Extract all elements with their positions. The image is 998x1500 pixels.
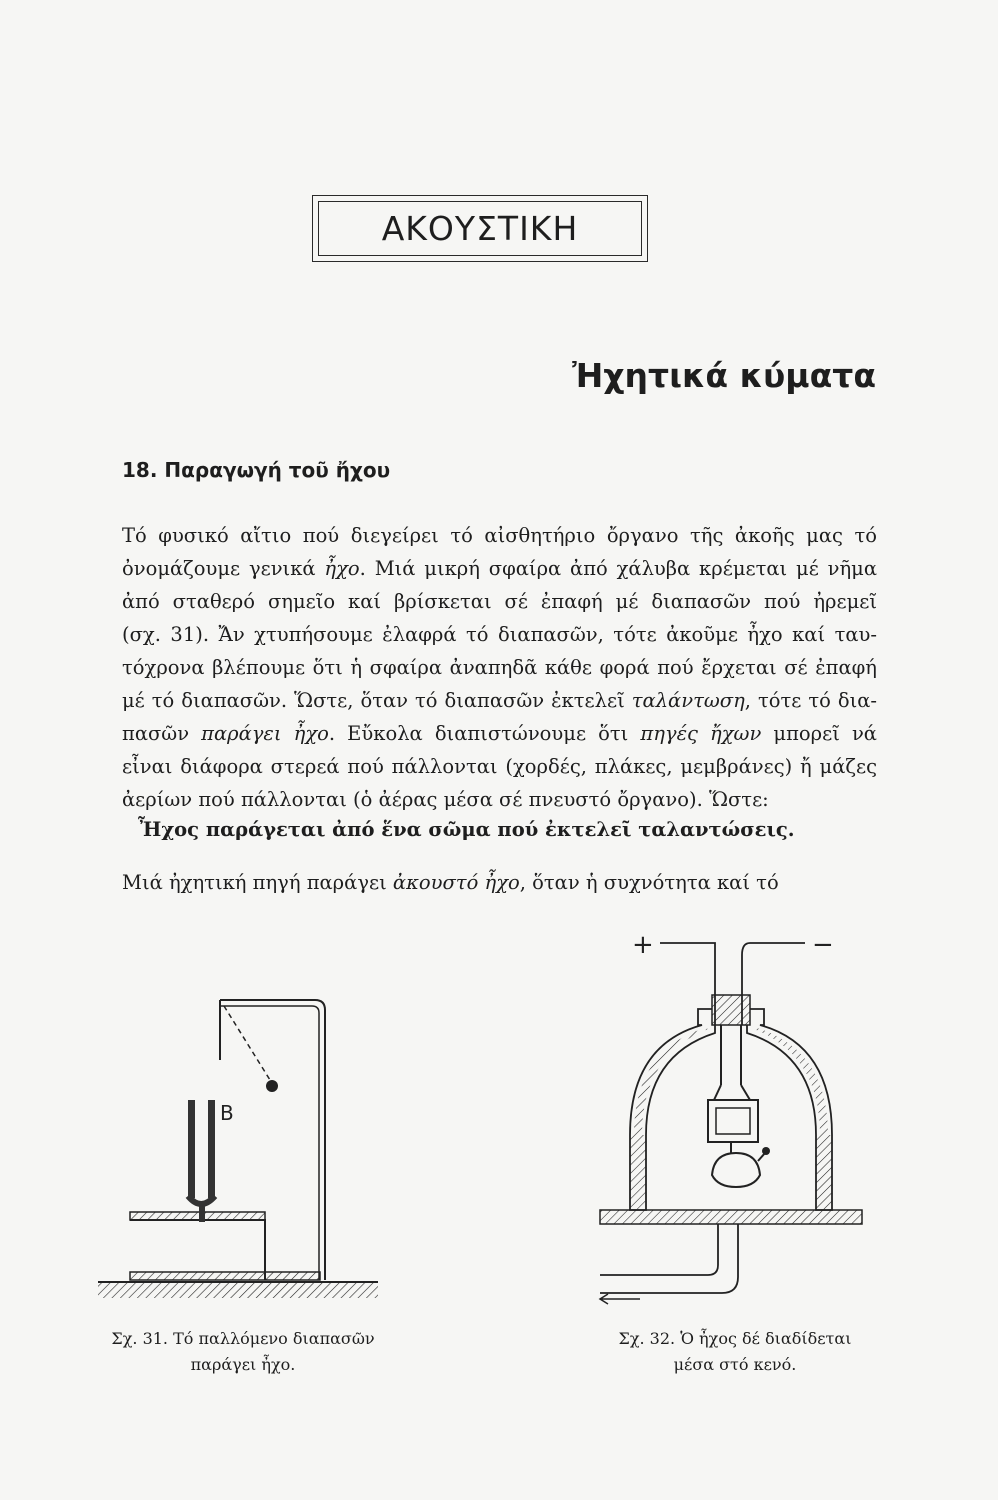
caption-line: μέσα στό κενό. <box>673 1355 797 1374</box>
pendulum-thread <box>224 1006 270 1080</box>
chapter-banner <box>312 195 648 262</box>
paragraph-line: πασῶν παράγει ἦχο. Εὔκολα διαπιστώνουμε ὅτι πηγές ἤχων μπορεῖ νά <box>122 722 877 745</box>
paragraph-line: ὀνομάζουμε γενικά ἦχο. Μιά μικρή σφαίρα ἀπό χάλυβα κρέμεται μέ νῆμα <box>122 557 878 580</box>
tuning-fork <box>188 1100 215 1222</box>
paragraph-1 <box>122 519 877 816</box>
section-title: Παραγωγή τοῦ ἤχου <box>164 458 391 482</box>
paragraph-line: (σχ. 31). Ἄν χτυπήσουμε ἐλαφρά τό διαπασῶν, τότε ἀκοῦμε ἦχο καί ταυ- <box>122 623 877 646</box>
electric-bell <box>708 1025 770 1187</box>
section-number: 18. <box>122 458 158 482</box>
figure-31-diagram <box>90 980 390 1310</box>
wire-left <box>660 943 715 1025</box>
figure-31-label: Β <box>220 1101 234 1125</box>
chapter-title: Ἠχητικά κύματα <box>572 356 876 395</box>
plus-sign: + <box>632 930 654 960</box>
paragraph-line: μέ τό διαπασῶν. Ὥστε, ὅταν τό διαπασῶν ἐκτελεῖ ταλάντωση, τότε τό δια- <box>122 689 878 712</box>
law-statement: Ἦχος παράγεται ἀπό ἕνα σῶμα πού ἐκτελεῖ ταλαντώσεις. <box>138 818 795 841</box>
base-plate <box>600 1210 862 1224</box>
paragraph-line: ἀπό σταθερό σημεῖο καί βρίσκεται σέ ἐπαφή μέ διαπασῶν πού ἠρεμεῖ <box>122 590 877 613</box>
steel-ball <box>266 1080 278 1092</box>
stopper <box>712 995 750 1025</box>
wire-right <box>742 943 805 1025</box>
figure-32-diagram <box>590 925 870 1325</box>
paragraph-line: τόχρονα βλέπουμε ὅτι ἡ σφαίρα ἀναπηδᾶ κάθε φορά πού ἔρχεται σέ ἐπαφή <box>122 656 877 679</box>
figure-31-caption <box>88 1326 398 1378</box>
caption-line: Σχ. 32. Ὁ ἦχος δέ διαδίδεται <box>618 1329 852 1348</box>
paragraph-line: εἶναι διάφορα στερεά πού πάλλονται (χορδές, πλάκες, μεμβράνες) ἤ μάζες <box>122 755 877 778</box>
caption-line: παράγει ἦχο. <box>190 1355 296 1374</box>
exhaust-pipe <box>600 1224 738 1293</box>
flow-arrow <box>600 1294 640 1304</box>
ground-hatching <box>98 1282 378 1298</box>
paragraph-2: Μιά ἠχητική πηγή παράγει ἀκουστό ἦχο, ὅταν ἡ συχνότητα καί τό <box>122 871 779 894</box>
banner-title: ΑΚΟΥΣΤΙΚΗ <box>318 201 642 256</box>
stand-post <box>220 1000 325 1280</box>
figure-32-caption <box>580 1326 890 1378</box>
caption-line: Σχ. 31. Τό παλλόμενο διαπασῶν <box>111 1329 375 1348</box>
bell-jar <box>630 1009 832 1210</box>
section-heading <box>122 458 390 482</box>
base-plate <box>130 1272 320 1280</box>
paragraph-line: Τό φυσικό αἴτιο πού διεγείρει τό αἰσθητήριο ὄργανο τῆς ἀκοῆς μας τό <box>122 524 877 547</box>
minus-sign: − <box>812 930 834 960</box>
paragraph-line: ἀερίων πού πάλλονται (ὁ ἀέρας μέσα σέ πνευστό ὄργανο). Ὥστε: <box>122 788 769 811</box>
